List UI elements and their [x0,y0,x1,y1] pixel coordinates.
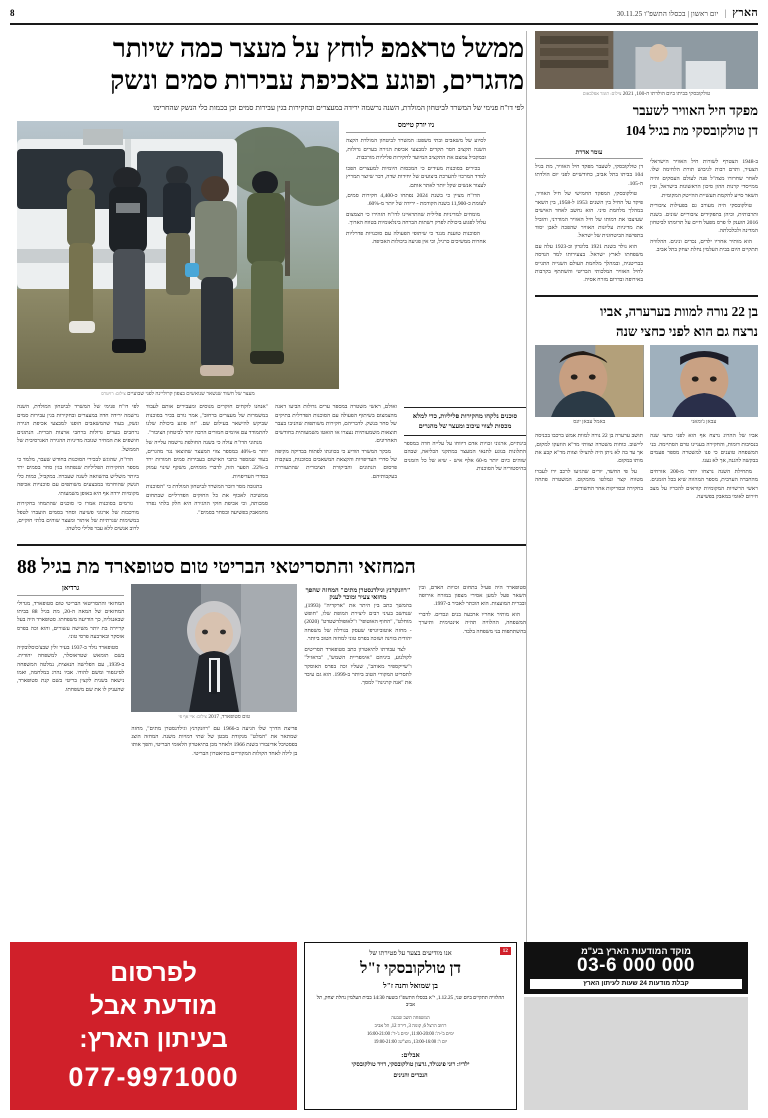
ad-placeholder-area [524,997,748,1110]
lead-story [17,31,526,536]
tolkovsky-story [535,31,758,287]
tolkovsky-photo-caption: טולקובסקי בביתו ביום הולדתו ה-100, 2021 צילום: תומר אפלבאום [582,90,711,97]
obituary-mourners-label: אבלים: [401,1051,420,1059]
tolkovsky-columns [535,144,758,287]
masthead [0,0,768,22]
tolkovsky-byline: עומר אדרת [535,149,643,159]
ad-desk-block [524,942,748,1110]
page-number: 8 [10,8,15,18]
section-divider-1 [17,544,526,546]
arara-portraits [535,345,758,426]
ad-desk-phone[interactable]: 03-6 000 000 [577,955,695,976]
ad-desk-title: מוקד המודעות הארץ בע"מ [581,946,691,956]
masthead-separator: | [724,8,727,18]
stoppard-headline: המחזאי והתסריטאי הבריטי טום סטופארד מת בגיל 88 [17,556,416,578]
main-column [10,31,526,955]
obituary-parents: בן שמואל וחנה ז"ל [383,981,438,991]
arara-portrait-2 [650,345,759,426]
lead-photo-row [17,121,526,398]
ad-desk-footer: קבלת מודעות 24 שעות לעיתון הארץ [530,979,742,989]
stoppard-col-2: טום סטופארד, 2017 צילום: איי אף פי פריצת הדרך שלו הגיעה ב-1966 עם "רוזנקרנץ וגילדנסטרן מתים", מחזה שמתאר את "המלט" מנקודת מבטן של שתי דמויות משנה. המחזה הוצג בפסטיבל אדינבורו בשנת 1966 ולאחר מכן בתיאטרון הלאומי הבריטי, והפך אותו בן לילה לאחד הקולות המקוריים בתיאטרון הבריטי. [131,584,297,761]
obituary-funeral-details: ההלוויה תתקיים ביום שני, 1.12.25, י"א בכסלו התשפ"ו בשעה 14:30 בבית העלמין נחלת יצחק, תל אביב [316,995,505,1009]
lead-col-1: לפי דו"ח פנימי של המשרד לביטחון המולדת, השנה נרשמה ירידה חדה במעצרים ובחקירות בגין עבירות סמים ונשק, בעוד שהמשאבים הופנו למבצעי אכיפת הגירה נרחבים בערים גדולות ברחבי ארצות הברית. הנתונים חושפים את המחיר שגובה מדיניות ההגירה האגרסיבית של הממשל. הדו"ח, שהוגש לבכירי הסוכנות בחודש שעבר, מלמד כי מספר החקירות הפליליות שנפתחו בגין סחר בסמים ירד ביותר משליש בהשוואה לשנה שעברה. במקביל, כמות כלי הנשק שהוחרמו במבצעים משותפים עם סוכנויות אכיפה מקומיות ירדה אף היא באופן משמעותי. גורמים בסוכנות אמרו כי סוכנים שהתמחו בחקירות מורכבות של ארגוני פשיעה וסחר בסמים הועברו לטפל במשימות שגרתיות של איתור ומעצר שוהים בלתי חוקיים, לרוב אנשים ללא עבר פלילי כלשהו. [17,404,139,533]
lead-col-3: ואולם, ראשי משטרה במספר ערים גדולות הביעו דאגה מהצמצום בשיתוף הפעולה עם הסוכנות הפדרלית בתיקים של סחר בנשק. לדבריהם, חקירות משותפות שהניבו בעבר תוצאות משמעותיות נעצרו או הואטו משמעותית בחודשים האחרונים. מבקר המשרד הודיע כי בכוונתו לפתוח בבדיקה מקיפה של סדרי העדיפויות והקצאת המשאבים בסוכנות, בעקבות פרסום הנתונים והביקורת הציבורית שהתעוררה בעקבותיהם. [275,404,397,480]
lead-photo-credit: צילום: רויטרס [101,391,126,397]
lead-right-column [346,121,486,398]
lead-subheadline: לפי דו"ח פנימי של המשרד לביטחון המולדת, השנה נרשמה ירידה במעצרים ובחקירות בגין עבירות סמים וכן בכמות כלי הנשק שהחרימו [153,103,524,113]
masthead-date: יום ראשון | בכסלו התשפ"ו 30.11.25 [616,10,719,18]
lead-col-4: סוכנים נלקחו מחקירות פליליות, כדי למלא מכסות לצווי עיכוב ומעצר של מהגרים בינתיים, ארגוני זכויות אדם דיווחו על עלייה חדה במספר התלונות בנוגע לתנאי המעצר במתקני הכליאה, שבהם שוהים כיום יותר מ-60 אלף איש - שיא של כל הזמנים בהיסטוריה של הסוכנות. [404,403,526,535]
page-body [0,25,768,955]
tolkovsky-headline-line2: דן טולקובסקי מת בגיל 104 [625,123,758,139]
lead-body-columns [17,403,526,535]
stoppard-columns [17,584,526,761]
obituary-shiva-title: המשפחה תשב שבעה [391,1015,430,1021]
arara-col-1: תושב ערערה בן 22 נורה למוות אמש ברכבו בכניסה ליישוב. כוחות משטרה וצוותי מד"א הוזעקו למקום, אך עד בה לא ניתן היה להצילו וצוות מד"א קבע את מותו במקום. על פי החשד, יורים שהגיעו לרכב ירו לעברו מטווח קצר ונמלטו מהמקום. המשטרה פתחה בחקירה ובסריקות אחר החשודים. [535,433,643,492]
obituary-name: דן טולקובסקי ז"ל [360,960,461,977]
mourning-notice-ad[interactable] [10,942,297,1110]
arara-col-2: אביו של ההרוג נרצח אף הוא לפני כחצי שנה בנסיבות דומות, והחקירה בעניינו טרם הסתיימה. בני המשפחה טוענים כי פנו למשטרה מספר פעמים בבקשה להגנה, אך לא נענו. מתחילת השנה נרצחו יותר מ-200 אזרחים מהחברה הערבית, מספר המהווה שיא בכל הזמנים. ראשי הרשויות המקומיות קוראים להכריז על מצב חירום לאומי במאבק בפשיעה. [650,433,758,501]
ad-line-2: מודעת אבל [89,992,218,1020]
stoppard-photo-block [131,584,297,721]
lead-side-text: לסיוע של משאבים ובתי משפט: המשרד לביטחון המולדת הקצה השנה תקציב חסר תקדים למבצעי אכיפת הגירה בערים גדולות, ובמקביל צמצם את התקציב המיועד לחקירות פליליות מורכבות. בכירים בסוכנות מעידים כי המכסות היומיות למעצרים הפכו למדד המרכזי להערכת ביצועים של יחידות שדה, דבר שיוצר תמריץ לעצור אנשים שקל יותר לאתר אותם. הדו"ח מציין כי בשנת 2024 נפתחו כ-4,400 חקירות סמים, לעומת כ-11,900 בשנה הקודמת - ירידה של יותר מ-60%. מומחים למדיניות פלילית שהתראיינו לדו"ח הזהירו כי הצמצום עלול לפגוע ביכולת לפרק רשתות הברחה בינלאומיות בטווח הארוך. הסוכנות טוענת מנגד כי שיתופי הפעולה עם סוכנויות פדרליות אחרות ממשיכים כרגיל, וכי אין פגיעה ביכולות האכיפה. [346,138,486,246]
lead-col-2: "אנחנו לוקחים חוקרים מנוסים ומעבירים אותם לעבוד במשמרות של מעצרים ברחוב", אמר גורם בכיר בסוכנות שביקש להישאר בעילום שם. "זה פוגע ביכולת שלנו להתמודד עם איומים חמורים הרבה יותר לביטחון הציבור". מנתוני הדו"ח עולה כי בשנה החולפת נרשמה עלייה של יותר מ-40% במספר צווי המעצר שהוצאו נגד מהגרים, בעוד שמספר כתבי האישום בעבירות סמים חמורות ירד ב-22%. הפער הזה, לדברי מומחים, משקף שינוי עמוק בסדרי העדיפויות. בתגובה מסר דובר המשרד לביטחון המולדת כי "הסוכנות ממשיכה לאכוף את כל החוקים הפדרליים שבתחום סמכותה, וכי אכיפת חוקי ההגירה היא חלק בלתי נפרד מהמאבק בפשיעה ובסחר בסמים". [146,404,268,516]
lead-photo-caption: מעצר של חשוד שנשאר שנואשים בצפון קרוליינה לפני שבועיים צילום: רויטרס [101,391,255,398]
arara-headline-line1: בן 22 נורה למוות בערערה, אביו [600,303,758,319]
ad-desk-banner[interactable] [524,942,748,994]
ad-line-1: לפרסום [110,959,197,987]
stoppard-byline: גרדיאן [17,584,124,596]
lead-headline-line1: ממשל טראמפ לוחץ על מעצר כמה שיותר [112,32,524,63]
haaretz-logo: הארץ [732,7,758,19]
obituary-mourners: ילדיו: רוני פינגולד, גדעון טולקובסקי, דויד טולקובסקי [351,1061,470,1068]
lead-headline-line2: מהגרים, ופוגע באכיפת עבירות סמים ונשק [110,65,524,96]
stoppard-col-3: "רוזנקרנץ וגילדנסטרן מתים" המחזה שהפך מחזאי צעיר ומוכר לענק בהמשך כתב בין היתר את "ארקדיה" (1993), שנחשב בעיני רבים ליצירת המופת שלו, "חופש מוחלט", "החוף האוטופי" ו"לאופולדשטדט" (2020) - מחזה אוטוביוגרפי שעסק בגורלה של משפחה יהודית בווינה ושזכה בפרס טוני למחזה הטוב ביותר. לצד עבודתו לתיאטרון כתב סטופארד תסריטים לקולנוע, ביניהם "אימפריית השמש", "בראזיל" ו"שייקספיר מאוהב", שעליו זכה בפרס האוסקר לתסריט המקורי הטוב ביותר ב-1999. הוא גם עיבד את "אנה קרנינה" למסך. [304,586,412,687]
obituary-preamble: אנו מודיעים בצער על פטירתו של [369,950,452,957]
lead-photo [17,121,339,389]
ad-line-3: בעיתון הארץ: [79,1025,228,1053]
stoppard-col-1: גרדיאן המחזאי והתסריטאי הבריטי טום סטופארד, מגדולי המחזאים של המאה ה-20, מת בגיל 88 בביתו שבאנגליה, כך הודיעה משפחתו. סטופארד היה בעל קריירה בת יותר משישה עשורים, והוא זכה בפרס אוסקר ובארבעה פרסי טוני. סטופארד נולד ב-1937 בעיר זלין שבצ'כוסלובקיה בשם תומאש שטראוסלר, למשפחה יהודית. ב-1939, עם הפלישה הנאצית, נמלטה המשפחה לסינגפור ומשם להודו. אביו נהרג במלחמה, ואמו נישאה בשנית לקצין בריטי בשם קנת סטופארד, שהעניק לו את שם משפחתו. [17,583,125,693]
tolkovsky-photo [535,31,758,89]
arara-columns [535,432,758,503]
obituary-shiva-hours-1: ימים ב'-ה': 11:00-20:00, ימים ג'-ד': 16:00-21:00 [367,1031,454,1037]
stoppard-photo-credit: צילום: איי אף פי [178,713,207,719]
obituary-mourners-extra: הנכדים והנינים [393,1073,428,1080]
obituary-shiva-hours-2: יום ו': 13:00-16:00, מוצ"ש: 19:00-21:00 [373,1039,448,1045]
section-divider-2 [535,295,758,297]
obituary-shiva-address: רחוב הרצל 6, קומה 3, דירה 12, תל אביב [374,1023,447,1029]
arara-caption-1: באמל עבאן יונס [573,419,606,426]
arara-photo-2 [650,345,759,417]
obituary-tag: 12 [500,947,511,955]
stoppard-col-4: סטופארד היה פעיל בתחום זכויות האדם, ובין השאר פעל למען אסירי מצפון במזרח אירופה ובברית המועצות. הוא הוכתר לאביר ב-1997. הוא מותיר אחריו ארבעה בנים ונכדים. לדברי המשפחה, ההלוויה תהיה אינטימית ותיערך בהשתתפות בני משפחה בלבד. [418,584,526,635]
lead-byline: ניו יורק טיימס [346,121,486,133]
tolkovsky-headline-line1: מפקד חיל האוויר לשעבר [632,102,758,118]
stoppard-subhead: "רוזנקרנץ וגילדנסטרן מתים" המחזה שהפך מחזאי צעיר ומוכר לענק [305,586,411,601]
stoppard-photo [131,584,297,712]
arara-portrait-1 [535,345,644,426]
lead-photo-block [17,121,339,398]
arara-headline-line2: נרצח גם הוא לפני כחצי שנה [615,324,758,340]
obituary-notice [304,942,517,1110]
arara-story [535,304,758,504]
bottom-ad-strip [10,942,758,1110]
tolkovsky-photo-credit: צילום: תומר אפלבאום [582,90,622,96]
tolkovsky-col-2: ב-1948 הצטרף לשורות חיל האוויר הישראלי הצעיר, ותרם רבות לגיבוש תורת הלחימה שלו. לאחר שחרורו מצה"ל פנה לעולם העסקים והיה ממייסדי קרנות ההון סיכון הראשונות בישראל, ובין השאר סייע להקמת תעשיית ההייטק המקומית. טולקובסקי היה מעורב גם בפעילות ציבורית ותרבותית, וכיהן בתפקידים ציבוריים שונים. בשנת 2016 הוענק לו פרס מפעל חיים על תרומתו לביטחון המדינה ולכלכלתה. הוא מותיר אחריו ילדים, נכדים ונינים. ההלוויה תתקיים היום בבית העלמין נחלת יצחק בתל אביב. [650,158,758,254]
obituary-name-suffix: ז"ל [360,960,381,977]
masthead-left [617,7,758,19]
lead-pullquote: סוכנים נלקחו מחקירות פליליות, כדי למלא מכסות לצווי עיכוב ומעצר של מהגרים [404,407,526,435]
stoppard-photo-caption: טום סטופארד, 2017 צילום: איי אף פי [178,713,251,720]
ad-phone-number[interactable]: 077-9971000 [68,1062,239,1092]
side-column [526,31,758,955]
tolkovsky-col-1: עומר אדרת דן טולקובסקי, לשעבר מפקד חיל האוויר, מת בגיל 104 בביתו בתל אביב, כחודשיים לפני יום הולדתו ה-105. טולקובסקי, המפקד החמישי של חיל האוויר, פיקד על החיל בין השנים 1953 ל-1958, בין השאר במהלך מלחמת סיני. הוא נחשב לאחד האישים שעיצבו את דמותו של חיל האוויר המודרני, והוביל את מדיניות עליונות האוויר שהפכה לאבן יסוד בתפישה הביטחונית של ישראל. הוא נולד בשנת 1921 בלונדון וב-1923 עלה עם משפחתו לארץ ישראל. בצעירותו למד הנדסה בבריטניה, ובמהלך מלחמת העולם השנייה התגייס לחיל האוויר המלכותי הבריטי והשתתף בקרבות באירופה ובדרום מזרח אסיה. [535,148,643,284]
arara-caption-2: עבאן ג'ומאני [691,419,717,426]
stoppard-story [17,553,526,761]
arara-photo-1 [535,345,644,417]
